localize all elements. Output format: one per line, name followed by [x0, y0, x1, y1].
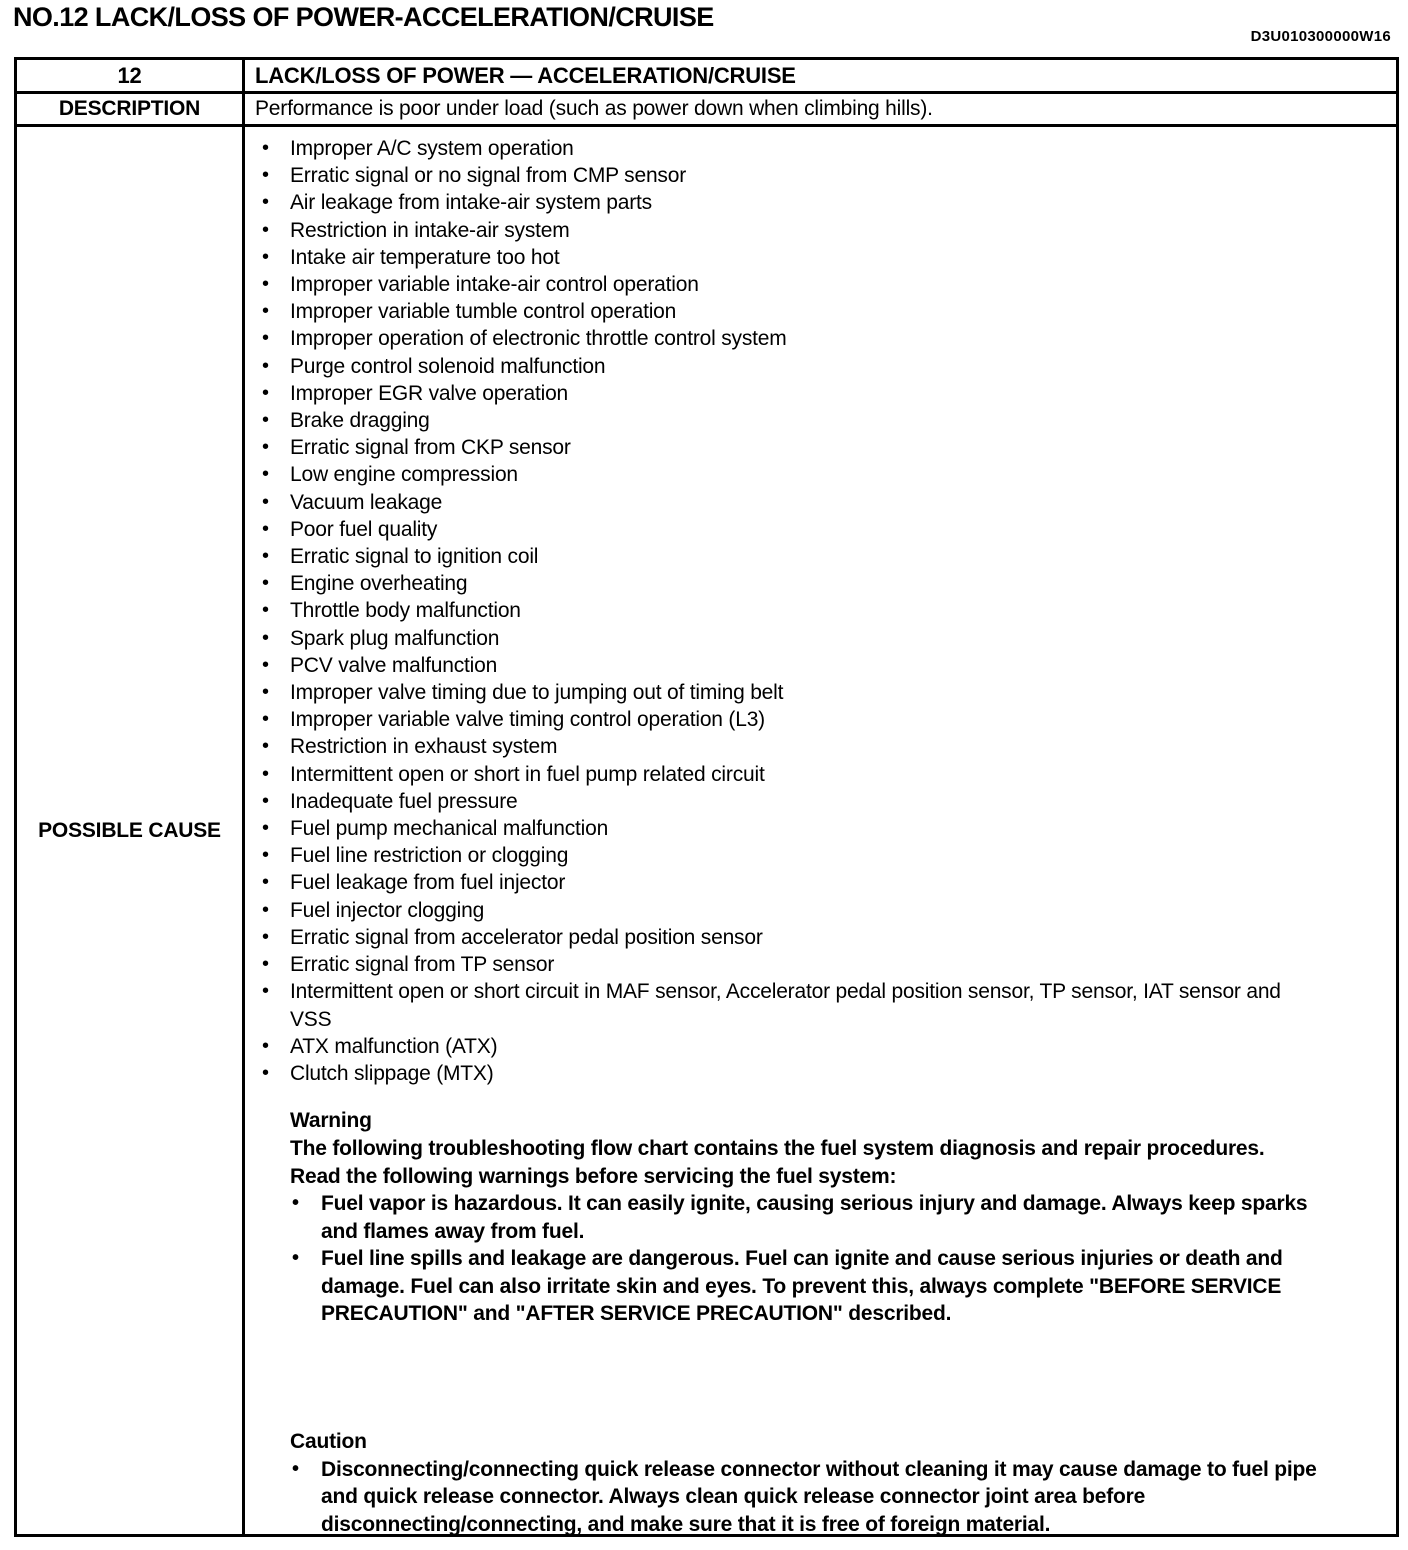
possible-cause-item [261, 407, 1380, 434]
bullet-icon: • [262, 762, 269, 785]
possible-cause-item [261, 924, 1380, 951]
bullet-icon: • [262, 463, 269, 486]
troubleshooting-table [14, 57, 1399, 1537]
bullet-icon: • [262, 817, 269, 840]
bullet-icon: • [262, 599, 269, 622]
possible-cause-text: Inadequate fuel pressure [290, 789, 518, 813]
bullet-icon: • [262, 572, 269, 595]
possible-cause-text: Improper variable valve timing control operation (L3) [290, 708, 765, 732]
possible-cause-item [261, 869, 1380, 896]
possible-cause-item [261, 733, 1380, 760]
caution-item [290, 1456, 1380, 1534]
bullet-icon: • [262, 1061, 269, 1084]
bullet-icon: • [262, 925, 269, 948]
bullet-icon: • [262, 381, 269, 404]
bullet-icon: • [292, 1192, 299, 1215]
bullet-icon: • [262, 626, 269, 649]
bullet-icon: • [262, 871, 269, 894]
warning-heading: Warning [290, 1109, 372, 1133]
caution-section [290, 1428, 1380, 1534]
bullet-icon: • [262, 218, 269, 241]
possible-cause-text: Spark plug malfunction [290, 626, 500, 650]
possible-cause-text: ATX malfunction (ATX) [290, 1034, 498, 1058]
bullet-icon: • [262, 354, 269, 377]
possible-cause-item [261, 978, 1380, 1032]
possible-cause-item [261, 679, 1380, 706]
possible-cause-text: Intermittent open or short in fuel pump related circuit [290, 762, 765, 786]
possible-cause-item [261, 597, 1380, 624]
bullet-icon: • [292, 1247, 299, 1270]
possible-cause-text: Intermittent open or short circuit in MAF sensor, Accelerator pedal position sensor, TP sensor, IAT sensor and VSS [290, 980, 1281, 1031]
possible-cause-item [261, 761, 1380, 788]
bullet-icon: • [262, 735, 269, 758]
possible-cause-item [261, 706, 1380, 733]
bullet-icon: • [262, 789, 269, 812]
description-text-cell: Performance is poor under load (such as power down when climbing hills). [245, 94, 1396, 127]
possible-cause-item [261, 543, 1380, 570]
possible-cause-text: Improper valve timing due to jumping out of timing belt [290, 681, 784, 705]
possible-cause-text: Brake dragging [290, 409, 430, 433]
possible-cause-item [261, 842, 1380, 869]
possible-cause-text: Fuel injector clogging [290, 898, 485, 922]
possible-cause-text: Fuel pump mechanical malfunction [290, 817, 609, 841]
possible-cause-item [261, 489, 1380, 516]
bullet-icon: • [262, 898, 269, 921]
possible-cause-item [261, 325, 1380, 352]
caution-text: Disconnecting/connecting quick release connector without cleaning it may cause damage to fuel pipe and quick release connector. Always clean quick release connector joint area before disconnecting/connecting, and make sure that it is free of foreign material. [321, 1457, 1317, 1534]
bullet-icon: • [262, 980, 269, 1003]
doc-code: D3U010300000W16 [1250, 28, 1391, 45]
bullet-icon: • [262, 137, 269, 159]
possible-cause-list [261, 135, 1380, 1087]
possible-cause-text: Clutch slippage (MTX) [290, 1061, 494, 1085]
warning-text: Fuel line spills and leakage are dangerous. Fuel can ignite and cause serious injuries or death and damage. Fuel can also irritate skin and eyes. To prevent this, always complete "BEFORE SERVICE PRECAUTION" and "AFTER SERVICE PRECAUTION" described. [321, 1247, 1283, 1326]
possible-cause-item [261, 951, 1380, 978]
bullet-icon: • [262, 300, 269, 323]
possible-cause-text: Throttle body malfunction [290, 599, 521, 623]
caution-heading: Caution [290, 1429, 367, 1453]
bullet-icon: • [262, 708, 269, 731]
possible-cause-text: Erratic signal from CKP sensor [290, 436, 571, 460]
possible-cause-text: Erratic signal or no signal from CMP sensor [290, 164, 686, 188]
bullet-icon: • [262, 545, 269, 568]
possible-cause-item [261, 570, 1380, 597]
bullet-icon: • [262, 681, 269, 704]
bullet-icon: • [262, 1034, 269, 1057]
possible-cause-text: Improper variable tumble control operation [290, 300, 677, 324]
bullet-icon: • [262, 844, 269, 867]
possible-cause-text: Fuel leakage from fuel injector [290, 871, 566, 895]
possible-cause-text: Improper variable intake-air control operation [290, 273, 699, 297]
possible-cause-item [261, 815, 1380, 842]
possible-cause-item [261, 461, 1380, 488]
possible-cause-item [261, 1060, 1380, 1087]
possible-cause-item [261, 244, 1380, 271]
possible-cause-item [261, 516, 1380, 543]
possible-cause-content-cell [245, 127, 1396, 1534]
bullet-icon: • [262, 409, 269, 432]
warning-item [290, 1245, 1380, 1328]
possible-cause-text: Fuel line restriction or clogging [290, 844, 569, 868]
possible-cause-item [261, 353, 1380, 380]
possible-cause-item [261, 652, 1380, 679]
bullet-icon: • [262, 245, 269, 268]
possible-cause-item [261, 271, 1380, 298]
possible-cause-item [261, 189, 1380, 216]
possible-cause-text: Vacuum leakage [290, 490, 443, 514]
possible-cause-item [261, 1033, 1380, 1060]
possible-cause-text: Restriction in exhaust system [290, 735, 558, 759]
caution-list [290, 1456, 1380, 1534]
bullet-icon: • [262, 653, 269, 676]
possible-cause-item [261, 380, 1380, 407]
possible-cause-text: Engine overheating [290, 572, 468, 596]
possible-cause-text: Poor fuel quality [290, 517, 438, 541]
possible-cause-text: Improper A/C system operation [290, 137, 574, 160]
description-label-cell: DESCRIPTION [17, 94, 245, 127]
possible-cause-item [261, 788, 1380, 815]
possible-cause-item [261, 217, 1380, 244]
possible-cause-text: Erratic signal from TP sensor [290, 953, 555, 977]
item-title-cell: LACK/LOSS OF POWER — ACCELERATION/CRUISE [245, 60, 1396, 94]
possible-cause-text: Erratic signal from accelerator pedal position sensor [290, 925, 763, 949]
possible-cause-text: Air leakage from intake-air system parts [290, 191, 652, 215]
bullet-icon: • [262, 273, 269, 296]
possible-cause-text: Erratic signal to ignition coil [290, 545, 539, 569]
possible-cause-text: Low engine compression [290, 463, 518, 487]
possible-cause-item [261, 625, 1380, 652]
bullet-icon: • [262, 436, 269, 459]
item-number-cell: 12 [17, 60, 245, 94]
warning-item [290, 1190, 1380, 1245]
possible-cause-label-cell: POSSIBLE CAUSE [17, 127, 245, 1534]
possible-cause-text: Improper EGR valve operation [290, 381, 569, 405]
page-title: NO.12 LACK/LOSS OF POWER-ACCELERATION/CRUISE [13, 2, 714, 32]
possible-cause-item [261, 434, 1380, 461]
possible-cause-item [261, 135, 1380, 162]
possible-cause-item [261, 162, 1380, 189]
possible-cause-text: PCV valve malfunction [290, 653, 498, 677]
bullet-icon: • [262, 490, 269, 513]
warning-text: Fuel vapor is hazardous. It can easily ignite, causing serious injury and damage. Always keep sparks and flames away from fuel. [321, 1192, 1308, 1243]
possible-cause-item [261, 298, 1380, 325]
bullet-icon: • [262, 327, 269, 350]
warning-list [290, 1190, 1380, 1328]
possible-cause-text: Purge control solenoid malfunction [290, 354, 606, 378]
possible-cause-text: Restriction in intake-air system [290, 218, 570, 242]
possible-cause-text: Intake air temperature too hot [290, 245, 560, 269]
bullet-icon: • [292, 1457, 299, 1480]
bullet-icon: • [262, 164, 269, 187]
bullet-icon: • [262, 191, 269, 214]
possible-cause-item [261, 897, 1380, 924]
warning-intro: The following troubleshooting flow chart contains the fuel system diagnosis and repair procedures. Read the following warnings before servicing the fuel system: [290, 1137, 1265, 1188]
bullet-icon: • [262, 953, 269, 976]
bullet-icon: • [262, 517, 269, 540]
possible-cause-text: Improper operation of electronic throttle control system [290, 327, 787, 351]
warning-section [290, 1107, 1380, 1328]
